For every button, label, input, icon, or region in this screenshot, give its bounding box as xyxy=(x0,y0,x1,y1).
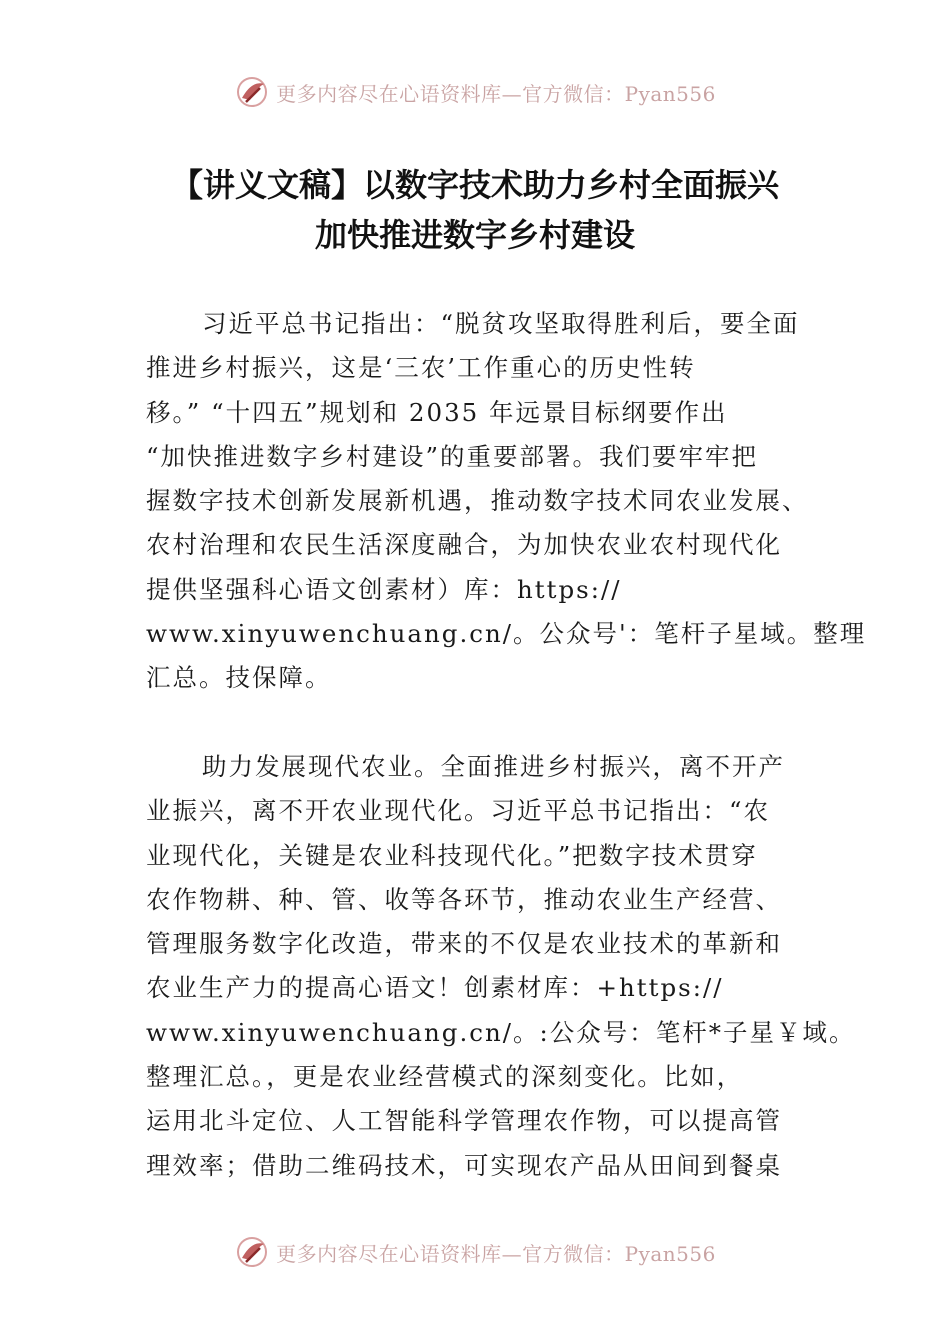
text-line: 业现代化，关键是农业科技现代化。”把数字技术贯穿 xyxy=(146,840,758,870)
brand-logo-icon xyxy=(234,1234,270,1270)
brand-logo-icon xyxy=(234,74,270,110)
text-line: 整理汇总。，更是农业经营模式的深刻变化。比如， xyxy=(146,1062,744,1092)
text-line: 农村治理和农民生活深度融合，为加快农业农村现代化 xyxy=(146,530,782,560)
text-line: 推进乡村振兴，这是‘三农’工作重心的历史性转 xyxy=(146,353,696,383)
text-line: 理效率；借助二维码技术，可实现农产品从田间到餐桌 xyxy=(146,1150,782,1180)
title-line-1: 【讲义文稿】以数字技术助力乡村全面振兴 xyxy=(170,166,779,204)
title-line-2: 加快推进数字乡村建设 xyxy=(314,216,635,254)
text-line: 农业生产力的提高心语文！创素材库：+https:// xyxy=(146,973,724,1003)
text-line: 移。” “十四五”规划和 2035 年远景目标纲要作出 xyxy=(146,397,728,427)
text-line: 提供坚强科心语文创素材）库：https:// xyxy=(146,574,622,604)
text-line: 握数字技术创新发展新机遇，推动数字技术同农业发展、 xyxy=(146,486,809,516)
header-watermark-banner xyxy=(0,72,950,112)
footer-watermark-banner xyxy=(0,1232,950,1272)
watermark-text: 更多内容尽在心语资料库—官方微信：Pyan556 xyxy=(276,1241,716,1266)
paragraph-1 xyxy=(146,302,867,701)
watermark-text: 更多内容尽在心语资料库—官方微信：Pyan556 xyxy=(276,81,716,106)
text-line: 汇总。技保障。 xyxy=(146,663,332,693)
text-line: 助力发展现代农业。全面推进乡村振兴，离不开产 xyxy=(202,752,785,781)
document-title xyxy=(60,160,890,260)
text-line: “加快推进数字乡村建设”的重要部署。我们要牢牢把 xyxy=(146,441,759,471)
text-line: 运用北斗定位、人工智能科学管理农作物，可以提高管 xyxy=(146,1106,782,1136)
text-line: 农作物耕、种、管、收等各环节，推动农业生产经营、 xyxy=(146,884,782,914)
text-line: www.xinyuwenchuang.cn/。公众号'：笔杆子星域。整理 xyxy=(146,619,867,649)
text-line: www.xinyuwenchuang.cn/。:公众号：笔杆*子星￥域。 xyxy=(146,1017,856,1047)
text-line: 习近平总书记指出：“脱贫攻坚取得胜利后，要全面 xyxy=(202,309,800,338)
paragraph-2 xyxy=(146,745,856,1188)
text-line: 管理服务数字化改造，带来的不仅是农业技术的革新和 xyxy=(146,929,782,959)
text-line: 业振兴，离不开农业现代化。习近平总书记指出：“农 xyxy=(146,796,771,826)
